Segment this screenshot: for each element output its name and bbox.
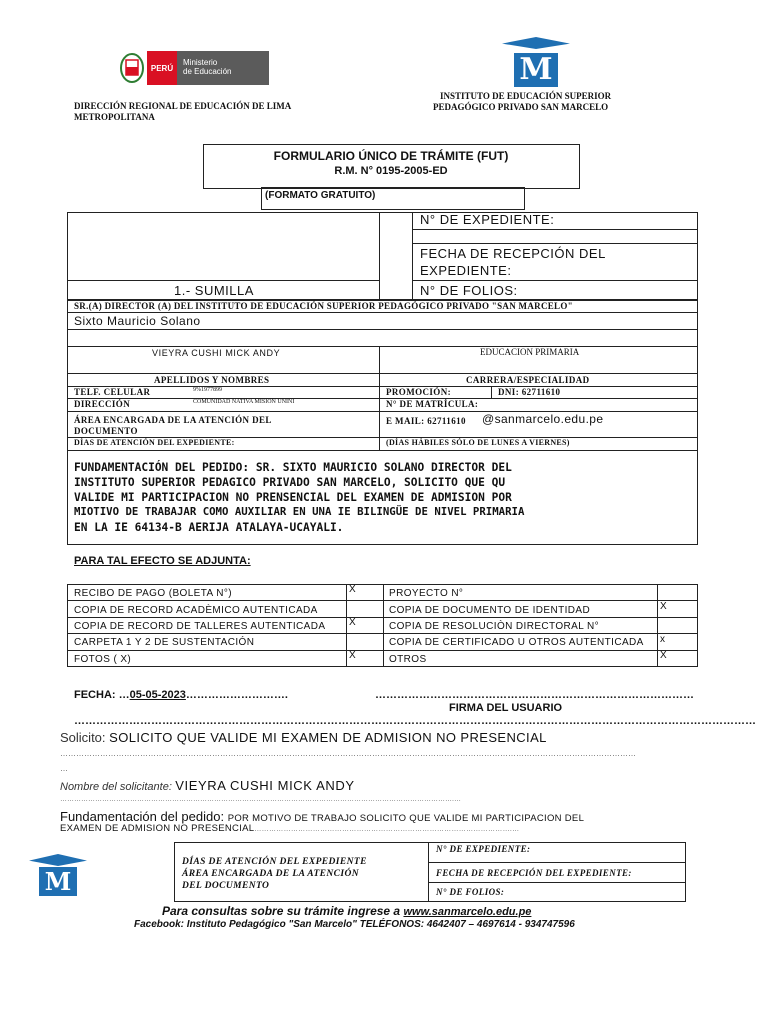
cargo-fund bbox=[60, 810, 584, 824]
direccion-label: DIRECCIÓN bbox=[74, 399, 131, 409]
adjunta-item-resolucion: COPIA DE RESOLUCIÒN DIRECTORAL N° bbox=[389, 621, 600, 632]
adjunta-item-otros: OTROS bbox=[389, 654, 427, 665]
check-recibo[interactable]: X bbox=[349, 584, 356, 595]
nombre-label: APELLIDOS Y NOMBRES bbox=[154, 375, 270, 385]
direccion-line-2: METROPOLITANA bbox=[74, 112, 155, 122]
fecha-dots: ………………………. bbox=[185, 689, 288, 701]
nombre-solicitante-value[interactable]: VIEYRA CUSHI MICK ANDY bbox=[175, 778, 355, 793]
nombre-dots: …………………………………………………………………………………………………………………………………………………….… bbox=[60, 796, 461, 803]
check-certificado[interactable]: x bbox=[660, 634, 665, 645]
form-title: FORMULARIO ÚNICO DE TRÁMITE (FUT) bbox=[273, 149, 509, 163]
area-label: ÁREA ENCARGADA DE LA ATENCIÓN DEL bbox=[74, 415, 272, 425]
cargo-solicito bbox=[60, 731, 547, 744]
fundamentacion-line-3[interactable]: VALIDE MI PARTICIPACION NO PRENSENCIAL DEL EXAMEN DE ADMISION POR bbox=[74, 491, 512, 504]
cargo-nombre bbox=[60, 779, 355, 793]
fecha-recepcion-label: FECHA DE RECEPCIÓN DEL bbox=[420, 246, 606, 261]
ministry-line-1: Ministerio bbox=[183, 58, 218, 67]
ministry-line-2: de Educación bbox=[183, 67, 232, 76]
fund-colon: : bbox=[220, 809, 225, 824]
telf-value[interactable]: 9%1977899 bbox=[193, 387, 222, 393]
fecha-recepcion-label-2: EXPEDIENTE: bbox=[420, 263, 512, 278]
adjunta-item-recibo: RECIBO DE PAGO (BOLETA N°) bbox=[74, 588, 232, 599]
sumilla-label: 1.- SUMILLA bbox=[174, 283, 254, 298]
dni-label: DNI: 62711610 bbox=[498, 387, 561, 397]
formato-gratuito: (FORMATO GRATUITO) bbox=[265, 190, 376, 201]
dias-label: DÍAS DE ATENCIÓN DEL EXPEDIENTE: bbox=[74, 438, 235, 447]
solicito-label: Solicito: bbox=[60, 730, 106, 745]
solicitante-carrera[interactable]: EDUCACION PRIMARIA bbox=[480, 347, 580, 357]
fecha-value[interactable]: 05-05-2023 bbox=[129, 689, 186, 701]
dias-value: (DÍAS HÁBILES SÓLO DE LUNES A VIERNES) bbox=[386, 438, 570, 447]
cargo-area-2: DEL DOCUMENTO bbox=[182, 881, 270, 891]
adjunta-item-identidad: COPIA DE DOCUMENTO DE IDENTIDAD bbox=[389, 605, 591, 616]
promocion-label: PROMOCIÓN: bbox=[386, 387, 451, 397]
instituto-line-1: INSTITUTO DE EDUCACIÓN SUPERIOR bbox=[440, 91, 612, 101]
fundamentacion-line-1[interactable]: FUNDAMENTACIÓN DEL PEDIDO: SR. SIXTO MAURICIO SOLANO DIRECTOR DEL bbox=[74, 461, 512, 474]
director-name[interactable]: Sixto Mauricio Solano bbox=[74, 314, 201, 328]
telf-label: TELF. CELULAR bbox=[74, 387, 151, 397]
solicitante-nombre[interactable]: VIEYRA CUSHI MICK ANDY bbox=[152, 348, 281, 358]
area-label-2: DOCUMENTO bbox=[74, 426, 138, 436]
fund-text-2[interactable]: EXAMEN DE ADMISION NO PRESENCIAL bbox=[60, 823, 255, 834]
folios-label: N° DE FOLIOS: bbox=[420, 283, 518, 298]
fund-text-2-row bbox=[60, 824, 519, 834]
fecha-prefix: FECHA: … bbox=[74, 689, 130, 701]
fund-label: Fundamentación del pedido bbox=[60, 809, 221, 824]
check-fotos[interactable]: X bbox=[349, 650, 356, 661]
instituto-line-2: PEDAGÓGICO PRIVADO SAN MARCELO bbox=[433, 102, 609, 112]
adjunta-item-fotos: FOTOS ( X) bbox=[74, 654, 132, 665]
direccion-value[interactable]: COMUNIDAD NATIVA MISION UNINI bbox=[193, 399, 295, 405]
san-marcelo-logo-small-icon: M bbox=[29, 854, 87, 898]
firma-line[interactable]: …………………………………………………………………………… bbox=[375, 689, 694, 701]
check-record-talleres-mark[interactable]: X bbox=[349, 617, 356, 628]
direccion-line-1: DIRECCIÓN REGIONAL DE EDUCACIÓN DE LIMA bbox=[74, 101, 292, 111]
fundamentacion-line-5[interactable]: EN LA IE 64134-B AERIJA ATALAYA-UCAYALI. bbox=[74, 521, 344, 534]
solicito-dots: ……………………………………………………………………………………………………………………………………………………………………………………………… bbox=[60, 749, 636, 758]
solicito-dots-2: … bbox=[60, 764, 68, 773]
cargo-expediente-label: N° DE EXPEDIENTE: bbox=[436, 844, 531, 854]
fecha-label bbox=[74, 690, 288, 701]
form-rm: R.M. N° 0195-2005-ED bbox=[334, 165, 448, 177]
peru-shield-icon bbox=[119, 51, 145, 85]
footer-url-link[interactable]: www.sanmarcelo.edu.pe bbox=[403, 906, 532, 918]
adjunta-item-record-academico: COPIA DE RECORD ACADÈMICO AUTENTICADA bbox=[74, 605, 318, 616]
nombre-solicitante-label: Nombre del solicitante: bbox=[60, 781, 172, 793]
cargo-area-1: ÁREA ENCARGADA DE LA ATENCIÓN bbox=[182, 869, 360, 879]
fund-dots: …………………………………………………………………………………………….… bbox=[254, 826, 520, 833]
fund-text-1[interactable]: POR MOTIVO DE TRABAJO SOLICITO QUE VALIDE MI PARTICIPACION DEL bbox=[227, 813, 585, 824]
check-identidad[interactable]: X bbox=[660, 601, 667, 612]
footer-facebook: Facebook: Instituto Pedagógico "San Marcelo" TELÉFONOS: 4642407 – 4697614 - 934747596 bbox=[134, 919, 575, 930]
separator-dots: …………………………………………………………………………………………………………………………………………………………………… bbox=[74, 715, 756, 727]
ministry-logo-text bbox=[177, 51, 269, 85]
email-domain[interactable]: @sanmarcelo.edu.pe bbox=[482, 412, 604, 426]
check-otros[interactable]: X bbox=[660, 650, 667, 661]
matricula-label: N° DE MATRÍCULA: bbox=[386, 399, 479, 409]
cargo-dias: DÍAS DE ATENCIÓN DEL EXPEDIENTE bbox=[182, 857, 367, 867]
adjunta-item-record-talleres: COPIA DE RECORD DE TALLERES AUTENTICADA bbox=[74, 621, 326, 632]
adjunta-item-certificado: COPIA DE CERTIFICADO U OTROS AUTENTICADA bbox=[389, 637, 644, 648]
adjunta-item-carpeta: CARPETA 1 Y 2 DE SUSTENTACIÓN bbox=[74, 637, 255, 648]
carrera-label: CARRERA/ESPECIALIDAD bbox=[466, 375, 590, 385]
email-label: E MAIL: 62711610 bbox=[386, 416, 466, 426]
peru-badge: PERÚ bbox=[147, 51, 177, 85]
san-marcelo-logo-icon: M bbox=[502, 37, 570, 89]
footer-consultas-text: Para consultas sobre su trámite ingrese a bbox=[162, 904, 401, 918]
firma-label: FIRMA DEL USUARIO bbox=[449, 702, 563, 714]
footer-consultas bbox=[162, 905, 531, 918]
fundamentacion-line-4[interactable]: MIOTIVO DE TRABAJAR COMO AUXILIAR EN UNA IE BILINGÜE DE NIVEL PRIMARIA bbox=[74, 505, 525, 518]
director-label: SR.(A) DIRECTOR (A) DEL INSTITUTO DE EDUCACIÓN SUPERIOR PEDAGÓGICO PRIVADO "SAN MARCELO" bbox=[74, 301, 573, 311]
solicito-value[interactable]: SOLICITO QUE VALIDE MI EXAMEN DE ADMISION NO PRESENCIAL bbox=[109, 730, 547, 745]
fundamentacion-line-2[interactable]: INSTITUTO SUPERIOR PEDAGICO PRIVADO SAN MARCELO, SOLICITO QUE QU bbox=[74, 476, 506, 489]
cargo-folios-label: N° DE FOLIOS: bbox=[436, 887, 505, 897]
adjunta-item-proyecto: PROYECTO N° bbox=[389, 588, 464, 599]
expediente-label: N° DE EXPEDIENTE: bbox=[420, 212, 555, 227]
adjunta-title: PARA TAL EFECTO SE ADJUNTA: bbox=[74, 555, 251, 567]
cargo-fecha-label: FECHA DE RECEPCIÓN DEL EXPEDIENTE: bbox=[436, 868, 632, 878]
